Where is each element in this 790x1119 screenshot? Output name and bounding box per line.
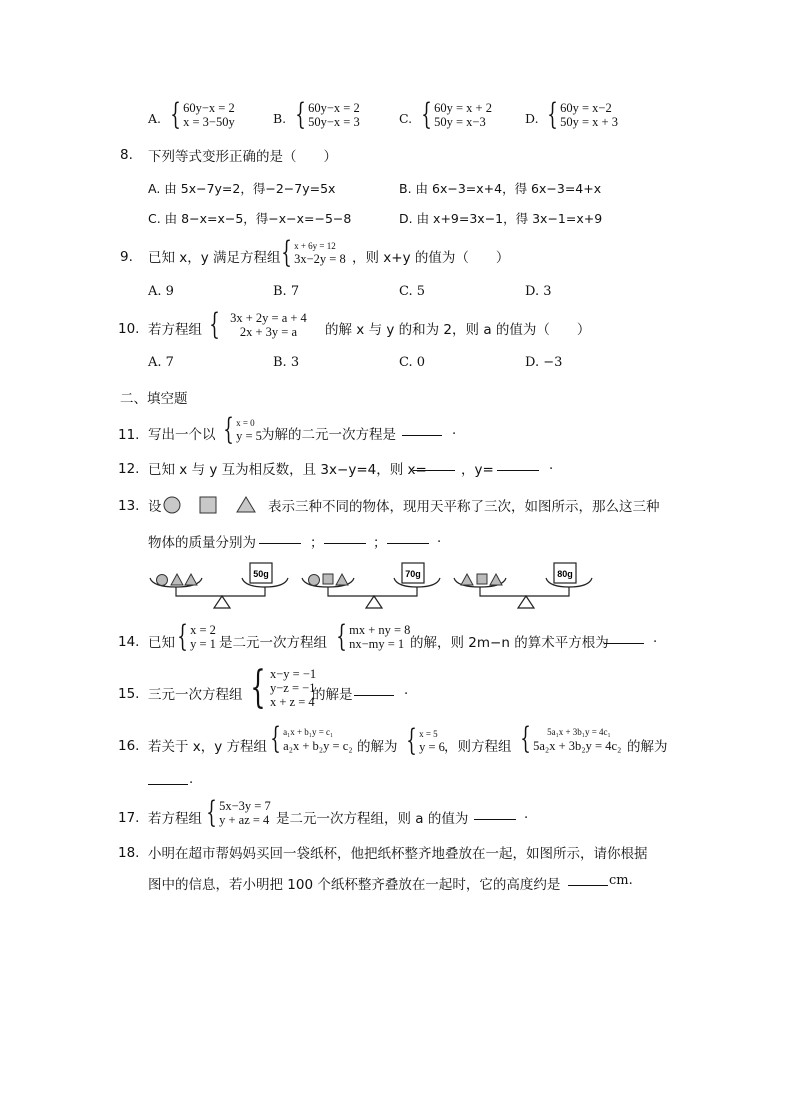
equation: x = 3−50y <box>183 115 235 129</box>
q12-number: 12. <box>118 461 140 477</box>
answer-blank-2[interactable] <box>324 531 366 548</box>
q14-end: . <box>653 631 658 646</box>
equation: 50y = x−3 <box>434 115 486 129</box>
q18-line1: 小明在超市帮妈妈买回一袋纸杯，他把纸杯整齐地叠放在一起，如图所示，请你根据 <box>148 846 648 862</box>
q13-sep2: ； <box>373 535 387 551</box>
q13-sep1: ； <box>310 535 324 551</box>
triangle-icon <box>171 574 183 585</box>
q15-number: 15. <box>118 686 140 702</box>
answer-blank[interactable] <box>568 873 608 890</box>
equation: y = 5 <box>236 429 262 443</box>
q15-end: . <box>404 683 409 698</box>
q11-end: . <box>452 423 457 438</box>
q14-stem-post: 的解，则 2m−n 的算术平方根为 <box>410 635 609 651</box>
q9-number: 9. <box>120 249 133 265</box>
answer-blank[interactable] <box>148 772 188 789</box>
q15-system: { x−y = −1 y−z = −1 x + z = 4 <box>250 662 317 713</box>
equation: y−z = −1 <box>270 681 316 695</box>
q7-option-c-label: C. <box>399 111 413 126</box>
q16-stem-post: 的解为 <box>627 739 668 755</box>
q14-solution: { x = 2 y = 1 <box>177 619 216 654</box>
q16-stem-pre: 若关于 x，y 方程组 <box>148 739 268 755</box>
q10-option-a: A. 7 <box>148 355 174 370</box>
q13-line2: 物体的质量分别为 <box>148 535 256 551</box>
answer-blank[interactable] <box>474 807 516 824</box>
q7-option-a-system: { 60y−x = 2 x = 3−50y <box>170 97 235 132</box>
equation: 60y−x = 2 <box>308 101 360 115</box>
q7-option-b-label: B. <box>273 111 287 126</box>
equation: nx−my = 1 <box>349 637 405 651</box>
q7-option-c-system: { 60y = x + 2 50y = x−3 <box>421 97 492 132</box>
q8-stem: 下列等式变形正确的是（ ） <box>148 149 337 165</box>
equation: y + az = 4 <box>219 813 270 827</box>
q12-stem: 已知 x 与 y 互为相反数，且 3x−y=4，则 x= <box>148 462 427 478</box>
answer-blank-y[interactable] <box>497 458 539 475</box>
equation: x−y = −1 <box>270 667 317 681</box>
q14-stem-pre: 已知 <box>148 635 175 651</box>
q11-number: 11. <box>118 427 140 443</box>
equation: 3x−2y = 8 <box>294 252 346 266</box>
answer-blank[interactable] <box>604 631 644 648</box>
q9-stem-pre: 已知 x，y 满足方程组 <box>148 250 281 266</box>
equation: 5a₁x + 3b₁y = 4c₁ <box>547 727 611 737</box>
equation: 5x−3y = 7 <box>219 799 271 813</box>
balance-1 <box>150 563 288 608</box>
q7-option-a-label: A. <box>148 111 162 126</box>
circle-icon <box>157 575 168 586</box>
triangle-icon <box>237 497 255 512</box>
triangle-icon <box>336 574 348 585</box>
equation: 60y = x−2 <box>560 101 612 115</box>
q18-line2: 图中的信息，若小明把 100 个纸杯整齐叠放在一起时，它的高度约是 <box>148 877 561 893</box>
triangle-icon <box>490 574 502 585</box>
q11-stem-post: 为解的二元一次方程是 <box>261 427 396 443</box>
q9-stem-post: ，则 x+y 的值为（ ） <box>352 250 510 266</box>
balance-2 <box>302 563 440 608</box>
q13-stem-pre: 设 <box>148 499 162 515</box>
q10-system: { 3x + 2y = a + 4 2x + 3y = a <box>209 307 307 342</box>
q11-stem-pre: 写出一个以 <box>148 427 216 443</box>
q16-stem-mid: 的解为 <box>357 739 398 755</box>
answer-blank[interactable] <box>354 683 394 700</box>
q16-solution: { x = 5 y = 6 <box>406 723 445 758</box>
q18-unit: cm. <box>609 873 633 888</box>
q12-end: . <box>549 458 554 473</box>
q13-number: 13. <box>118 498 140 514</box>
q7-option-d-label: D. <box>525 111 539 126</box>
equation: x + 6y = 12 <box>294 241 336 251</box>
circle-icon <box>164 497 180 513</box>
q16-system-2: { 5a₁x + 3b₁y = 4c₁ 5a₂x + 3b₂y = 4c₂ <box>520 721 622 756</box>
shape-symbols <box>162 494 272 516</box>
q14-stem-mid: 是二元一次方程组 <box>219 635 327 651</box>
q14-number: 14. <box>118 634 140 650</box>
weight-label: 80g <box>557 569 573 579</box>
q16-number: 16. <box>118 738 140 754</box>
q14-system: { mx + ny = 8 nx−my = 1 <box>336 619 411 654</box>
q9-option-b: B. 7 <box>273 284 300 299</box>
q7-option-b-system: { 60y−x = 2 50y−x = 3 <box>295 97 360 132</box>
q17-number: 17. <box>118 810 140 826</box>
q13-end: . <box>437 531 442 546</box>
balance-figures <box>148 556 608 614</box>
triangle-icon <box>461 574 473 585</box>
equation: 60y−x = 2 <box>183 101 235 115</box>
q11-system: { x = 0 y = 5 <box>223 412 262 447</box>
equation: 60y = x + 2 <box>434 101 492 115</box>
equation: x + z = 4 <box>270 695 315 709</box>
equation: 5a₂x + 3b₂y = 4c₂ <box>533 739 622 753</box>
q8-option-d: D. 由 x+9=3x−1，得 3x−1=x+9 <box>399 211 603 226</box>
triangle-icon <box>185 574 197 585</box>
q9-option-d: D. 3 <box>525 284 552 299</box>
q8-option-c: C. 由 8−x=x−5，得−x−x=−5−8 <box>148 211 352 226</box>
equation: y = 6 <box>419 740 445 754</box>
circle-icon <box>309 575 320 586</box>
q15-stem-post: 的解是 <box>312 687 353 703</box>
q17-stem-post: 是二元一次方程组，则 a 的值为 <box>276 811 469 827</box>
answer-blank-1[interactable] <box>259 531 301 548</box>
q10-stem-post: 的解 x 与 y 的和为 2，则 a 的值为（ ） <box>325 322 591 338</box>
q10-option-d: D. −3 <box>525 355 563 370</box>
square-icon <box>323 574 333 584</box>
equation: a₂x + b₂y = c₂ <box>283 739 353 753</box>
q9-option-a: A. 9 <box>148 284 174 299</box>
equation: 50y−x = 3 <box>308 115 360 129</box>
q8-option-b: B. 由 6x−3=x+4，得 6x−3=4+x <box>399 181 602 196</box>
q10-number: 10. <box>118 321 140 337</box>
answer-blank-3[interactable] <box>387 531 429 548</box>
equation: 50y = x + 3 <box>560 115 618 129</box>
q17-end: . <box>524 807 529 822</box>
q7-option-d-system: { 60y = x−2 50y = x + 3 <box>547 97 618 132</box>
q16-end: . <box>189 772 194 787</box>
weight-label: 70g <box>405 569 421 579</box>
q8-option-a: A. 由 5x−7y=2，得−2−7y=5x <box>148 181 336 196</box>
q8-number: 8. <box>120 147 133 163</box>
equation: x = 2 <box>190 623 216 637</box>
square-icon <box>200 497 216 513</box>
answer-blank-x[interactable] <box>413 458 455 475</box>
q12-stem-mid: ，y= <box>461 462 494 478</box>
answer-blank[interactable] <box>402 423 442 440</box>
q13-stem-post: 表示三种不同的物体，现用天平称了三次，如图所示，那么这三种 <box>268 499 660 515</box>
equation: x = 5 <box>419 729 438 739</box>
q18-number: 18. <box>118 845 140 861</box>
q16-system-1: { a₁x + b₁y = c₁ a₂x + b₂y = c₂ <box>270 721 353 756</box>
q10-option-b: B. 3 <box>273 355 300 370</box>
q16-stem-mid2: ，则方程组 <box>444 739 512 755</box>
q10-option-c: C. 0 <box>399 355 426 370</box>
q9-system: { x + 6y = 12 3x−2y = 8 <box>281 235 346 270</box>
equation: y = 1 <box>190 637 216 651</box>
equation: mx + ny = 8 <box>349 623 411 637</box>
q17-stem-pre: 若方程组 <box>148 811 202 827</box>
balance-3 <box>454 563 592 608</box>
equation: x = 0 <box>236 418 255 428</box>
q10-stem-pre: 若方程组 <box>148 322 202 338</box>
q17-system: { 5x−3y = 7 y + az = 4 <box>206 795 271 830</box>
square-icon <box>477 574 487 584</box>
equation: a₁x + b₁y = c₁ <box>283 727 334 737</box>
weight-label: 50g <box>253 569 269 579</box>
q15-stem-pre: 三元一次方程组 <box>148 687 243 703</box>
q9-option-c: C. 5 <box>399 284 426 299</box>
section-title: 二、填空题 <box>120 391 188 407</box>
equation: 3x + 2y = a + 4 <box>230 311 307 325</box>
equation: 2x + 3y = a <box>239 325 298 339</box>
